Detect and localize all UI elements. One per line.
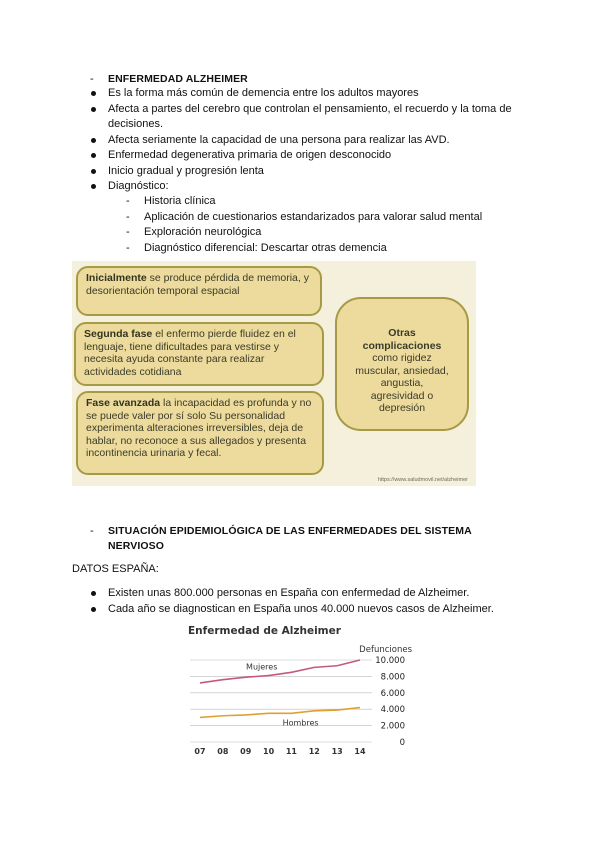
phase-initial-label: Inicialmente xyxy=(86,272,147,284)
phase-second-text: el enfermo pierde fluidez en el lenguaje, tiene dificultades para vestirse y necesita ayuda constante para realizar actividades cotidiana xyxy=(84,328,296,378)
chart-ylabel: Defunciones xyxy=(359,645,412,655)
phase-advanced-text: la incapacidad es profunda y no se puede valer por sí solo Su personalidad experimenta alteraciones irreversibles, deja de hablar, no reconoce a sus allegados y presenta incontinencia urinaria y fecal. xyxy=(86,397,312,459)
x-tick-label: 11 xyxy=(285,747,297,756)
section1-bullet-list xyxy=(88,86,528,195)
other-complications-title-1: Otras xyxy=(388,327,416,339)
phase-second-box xyxy=(74,322,324,386)
section2-dash: - xyxy=(90,525,94,537)
x-tick-label: 07 xyxy=(194,747,206,756)
y-tick-label: 0 xyxy=(399,738,405,748)
list-item: Afecta a partes del cerebro que controlan el pensamiento, el recuerdo y la toma de decisiones. xyxy=(88,102,528,133)
complication-line: agresividad o xyxy=(370,389,434,402)
list-item: Cada año se diagnostican en España unos 40.000 nuevos casos de Alzheimer. xyxy=(88,602,548,618)
section2-title-line2: NERVIOSO xyxy=(108,540,165,552)
phase-initial-box xyxy=(76,266,322,316)
diagnosis-list xyxy=(126,194,526,256)
x-tick-label: 10 xyxy=(263,747,275,756)
alzheimer-phases-infographic xyxy=(72,261,476,486)
section2-bullet-list xyxy=(88,586,548,617)
list-item: Inicio gradual y progresión lenta xyxy=(88,164,528,180)
list-item: - Aplicación de cuestionarios estandarizados para valorar salud mental xyxy=(126,210,526,226)
x-tick-label: 09 xyxy=(240,747,252,756)
complication-line: angustia, xyxy=(380,377,424,389)
list-item: Es la forma más común de demencia entre los adultos mayores xyxy=(88,86,528,102)
list-item: - Exploración neurológica xyxy=(126,225,526,241)
alzheimer-deaths-chart xyxy=(186,624,416,758)
complication-line: depresión xyxy=(378,402,426,414)
phase-second-label: Segunda fase xyxy=(84,328,153,340)
y-tick-label: 10.000 xyxy=(375,656,405,666)
phase-advanced-label: Fase avanzada xyxy=(86,397,161,409)
section1-dash: - xyxy=(90,73,94,85)
complication-line: muscular, ansiedad, xyxy=(355,364,449,377)
list-item: Existen unas 800.000 personas en España con enfermedad de Alzheimer. xyxy=(88,586,548,602)
series-label: Mujeres xyxy=(246,662,278,672)
section1-title: ENFERMEDAD ALZHEIMER xyxy=(108,73,248,85)
y-tick-label: 4.000 xyxy=(380,705,405,716)
list-item: Diagnóstico: xyxy=(88,179,528,195)
y-tick-label: 2.000 xyxy=(380,721,405,732)
image-source-caption: https://www.saludmovil.net/alzheimer xyxy=(377,477,468,483)
y-tick-label: 8.000 xyxy=(380,672,405,683)
list-item: - Historia clínica xyxy=(126,194,526,210)
other-complications-title-2: complicaciones xyxy=(362,339,442,352)
other-complications-box xyxy=(335,297,469,431)
list-item: - Diagnóstico diferencial: Descartar otras demencia xyxy=(126,241,526,257)
y-tick-label: 6.000 xyxy=(380,688,405,699)
x-tick-label: 13 xyxy=(331,747,343,756)
phase-initial-text: se produce pérdida de memoria, y desorientación temporal espacial xyxy=(86,272,309,297)
series-label: Hombres xyxy=(282,718,319,728)
complication-line: como rigidez xyxy=(372,352,432,364)
datos-espana-label: DATOS ESPAÑA: xyxy=(72,563,159,575)
x-tick-label: 12 xyxy=(308,747,320,756)
chart-title: Enfermedad de Alzheimer xyxy=(188,625,341,637)
x-tick-label: 08 xyxy=(217,747,229,756)
list-item: Enfermedad degenerativa primaria de origen desconocido xyxy=(88,148,528,164)
phase-advanced-box xyxy=(76,391,324,475)
x-tick-label: 14 xyxy=(354,747,366,756)
list-item: Afecta seriamente la capacidad de una persona para realizar las AVD. xyxy=(88,133,528,149)
series-line-mujeres xyxy=(200,660,360,683)
section2-title-line1: SITUACIÓN EPIDEMIOLÓGICA DE LAS ENFERMEDADES DEL SISTEMA xyxy=(108,525,472,537)
